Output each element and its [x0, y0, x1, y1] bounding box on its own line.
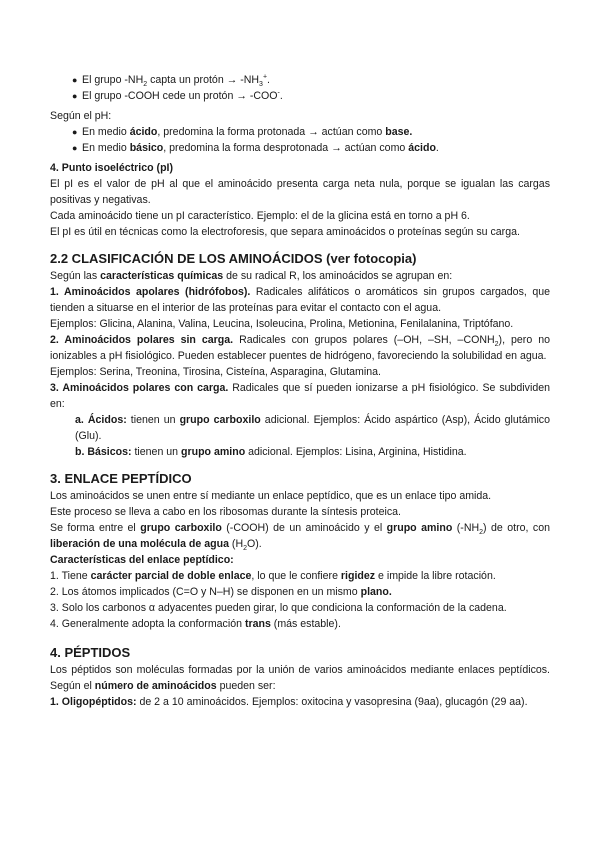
section-heading: 2.2 CLASIFICACIÓN DE LOS AMINOÁCIDOS (ver fotocopia): [50, 251, 417, 266]
paragraph: 2. Los átomos implicados (C=O y N–H) se disponen en un mismo plano.: [50, 586, 392, 598]
paragraph: 1. Oligopéptidos: de 2 a 10 aminoácidos. Ejemplos: oxitocina y vasopresina (9aa), glucagón (29 aa).: [50, 696, 528, 708]
paragraph: Según las características químicas de su radical R, los aminoácidos se agrupan en:: [50, 270, 453, 282]
paragraph: Este proceso se lleva a cabo en los ribosomas durante la síntesis proteica.: [50, 506, 401, 518]
ph-intro: Según el pH:: [50, 110, 112, 122]
paragraph: El pI es útil en técnicas como la electroforesis, que separa aminoácidos o proteínas según su carga.: [50, 226, 520, 238]
section-heading: 4. Punto isoeléctrico (pI): [50, 162, 174, 174]
paragraph: 4. Generalmente adopta la conformación trans (más estable).: [50, 618, 341, 630]
list-item: ● El grupo $-NH_2$ capta un protón → $-NH_3^+$.: [72, 73, 270, 89]
paragraph: 1. Aminoácidos apolares (hidrófobos). Radicales alifáticos o aromáticos sin grupos cargados, que tienden a situarse en el interior de las proteínas para evitar el contacto con el agua.: [50, 286, 550, 314]
bullet-icon: ●: [72, 91, 78, 101]
paragraph: Los péptidos son moléculas formadas por la unión de varios aminoácidos mediante enlaces peptídicos. Según el número de aminoácidos pueden ser:: [50, 664, 550, 692]
paragraph: 3. Solo los carbonos α adyacentes pueden girar, lo que condiciona la conformación de la cadena.: [50, 602, 507, 614]
section-heading: 4. PÉPTIDOS: [50, 645, 131, 660]
bullet-icon: ●: [72, 143, 78, 153]
paragraph: Los aminoácidos se unen entre sí mediante un enlace peptídico, que es un enlace tipo amida.: [50, 490, 492, 502]
bullet-icon: ●: [72, 127, 78, 137]
paragraph: 2. Aminoácidos polares sin carga. Radicales con grupos polares (–OH, –SH, $-CONH_2$), pero no ionizables a pH fisiológico. Pueden establecer puentes de hidrógeno, favoreciendo la solubilidad en agua.: [50, 334, 550, 362]
paragraph: Se forma entre el grupo carboxilo (-COOH) de un aminoácido y el grupo amino $(-NH_2)$ de otro, con liberación de una molécula de agua $(H_2O)$.: [50, 522, 550, 553]
document-page: [50, 72, 550, 710]
paragraph: Ejemplos: Serina, Treonina, Tirosina, Cisteína, Asparagina, Glutamina.: [50, 366, 381, 378]
bullet-icon: ●: [72, 75, 78, 85]
paragraph: Características del enlace peptídico:: [50, 554, 234, 566]
section-heading: 3. ENLACE PEPTÍDICO: [50, 471, 192, 486]
paragraph: 1. Tiene carácter parcial de doble enlace, lo que le confiere rigidez e impide la libre rotación.: [50, 570, 496, 582]
paragraph: a. Ácidos: tienen un grupo carboxilo adicional. Ejemplos: Ácido aspártico (Asp), Ácido glutámico (Glu).: [75, 414, 550, 442]
list-item: ● En medio básico, predomina la forma desprotonada → actúan como ácido.: [72, 142, 439, 154]
list-item: ● En medio ácido, predomina la forma protonada → actúan como base.: [72, 126, 413, 138]
paragraph: 3. Aminoácidos polares con carga. Radicales que sí pueden ionizarse a pH fisiológico. Se subdividen en:: [50, 382, 550, 410]
paragraph: El pI es el valor de pH al que el aminoácido presenta carga neta nula, porque se igualan las cargas positivas y negativas.: [50, 178, 550, 206]
paragraph: b. Básicos: tienen un grupo amino adicional. Ejemplos: Lisina, Arginina, Histidina.: [75, 446, 467, 458]
paragraph: Cada aminoácido tiene un pI característico. Ejemplo: el de la glicina está en torno a pH 6.: [50, 210, 470, 222]
paragraph: Ejemplos: Glicina, Alanina, Valina, Leucina, Isoleucina, Prolina, Metionina, Fenilalanina, Triptófano.: [50, 318, 514, 330]
list-item: ● El grupo -COOH cede un protón → -COO-.: [72, 89, 283, 102]
